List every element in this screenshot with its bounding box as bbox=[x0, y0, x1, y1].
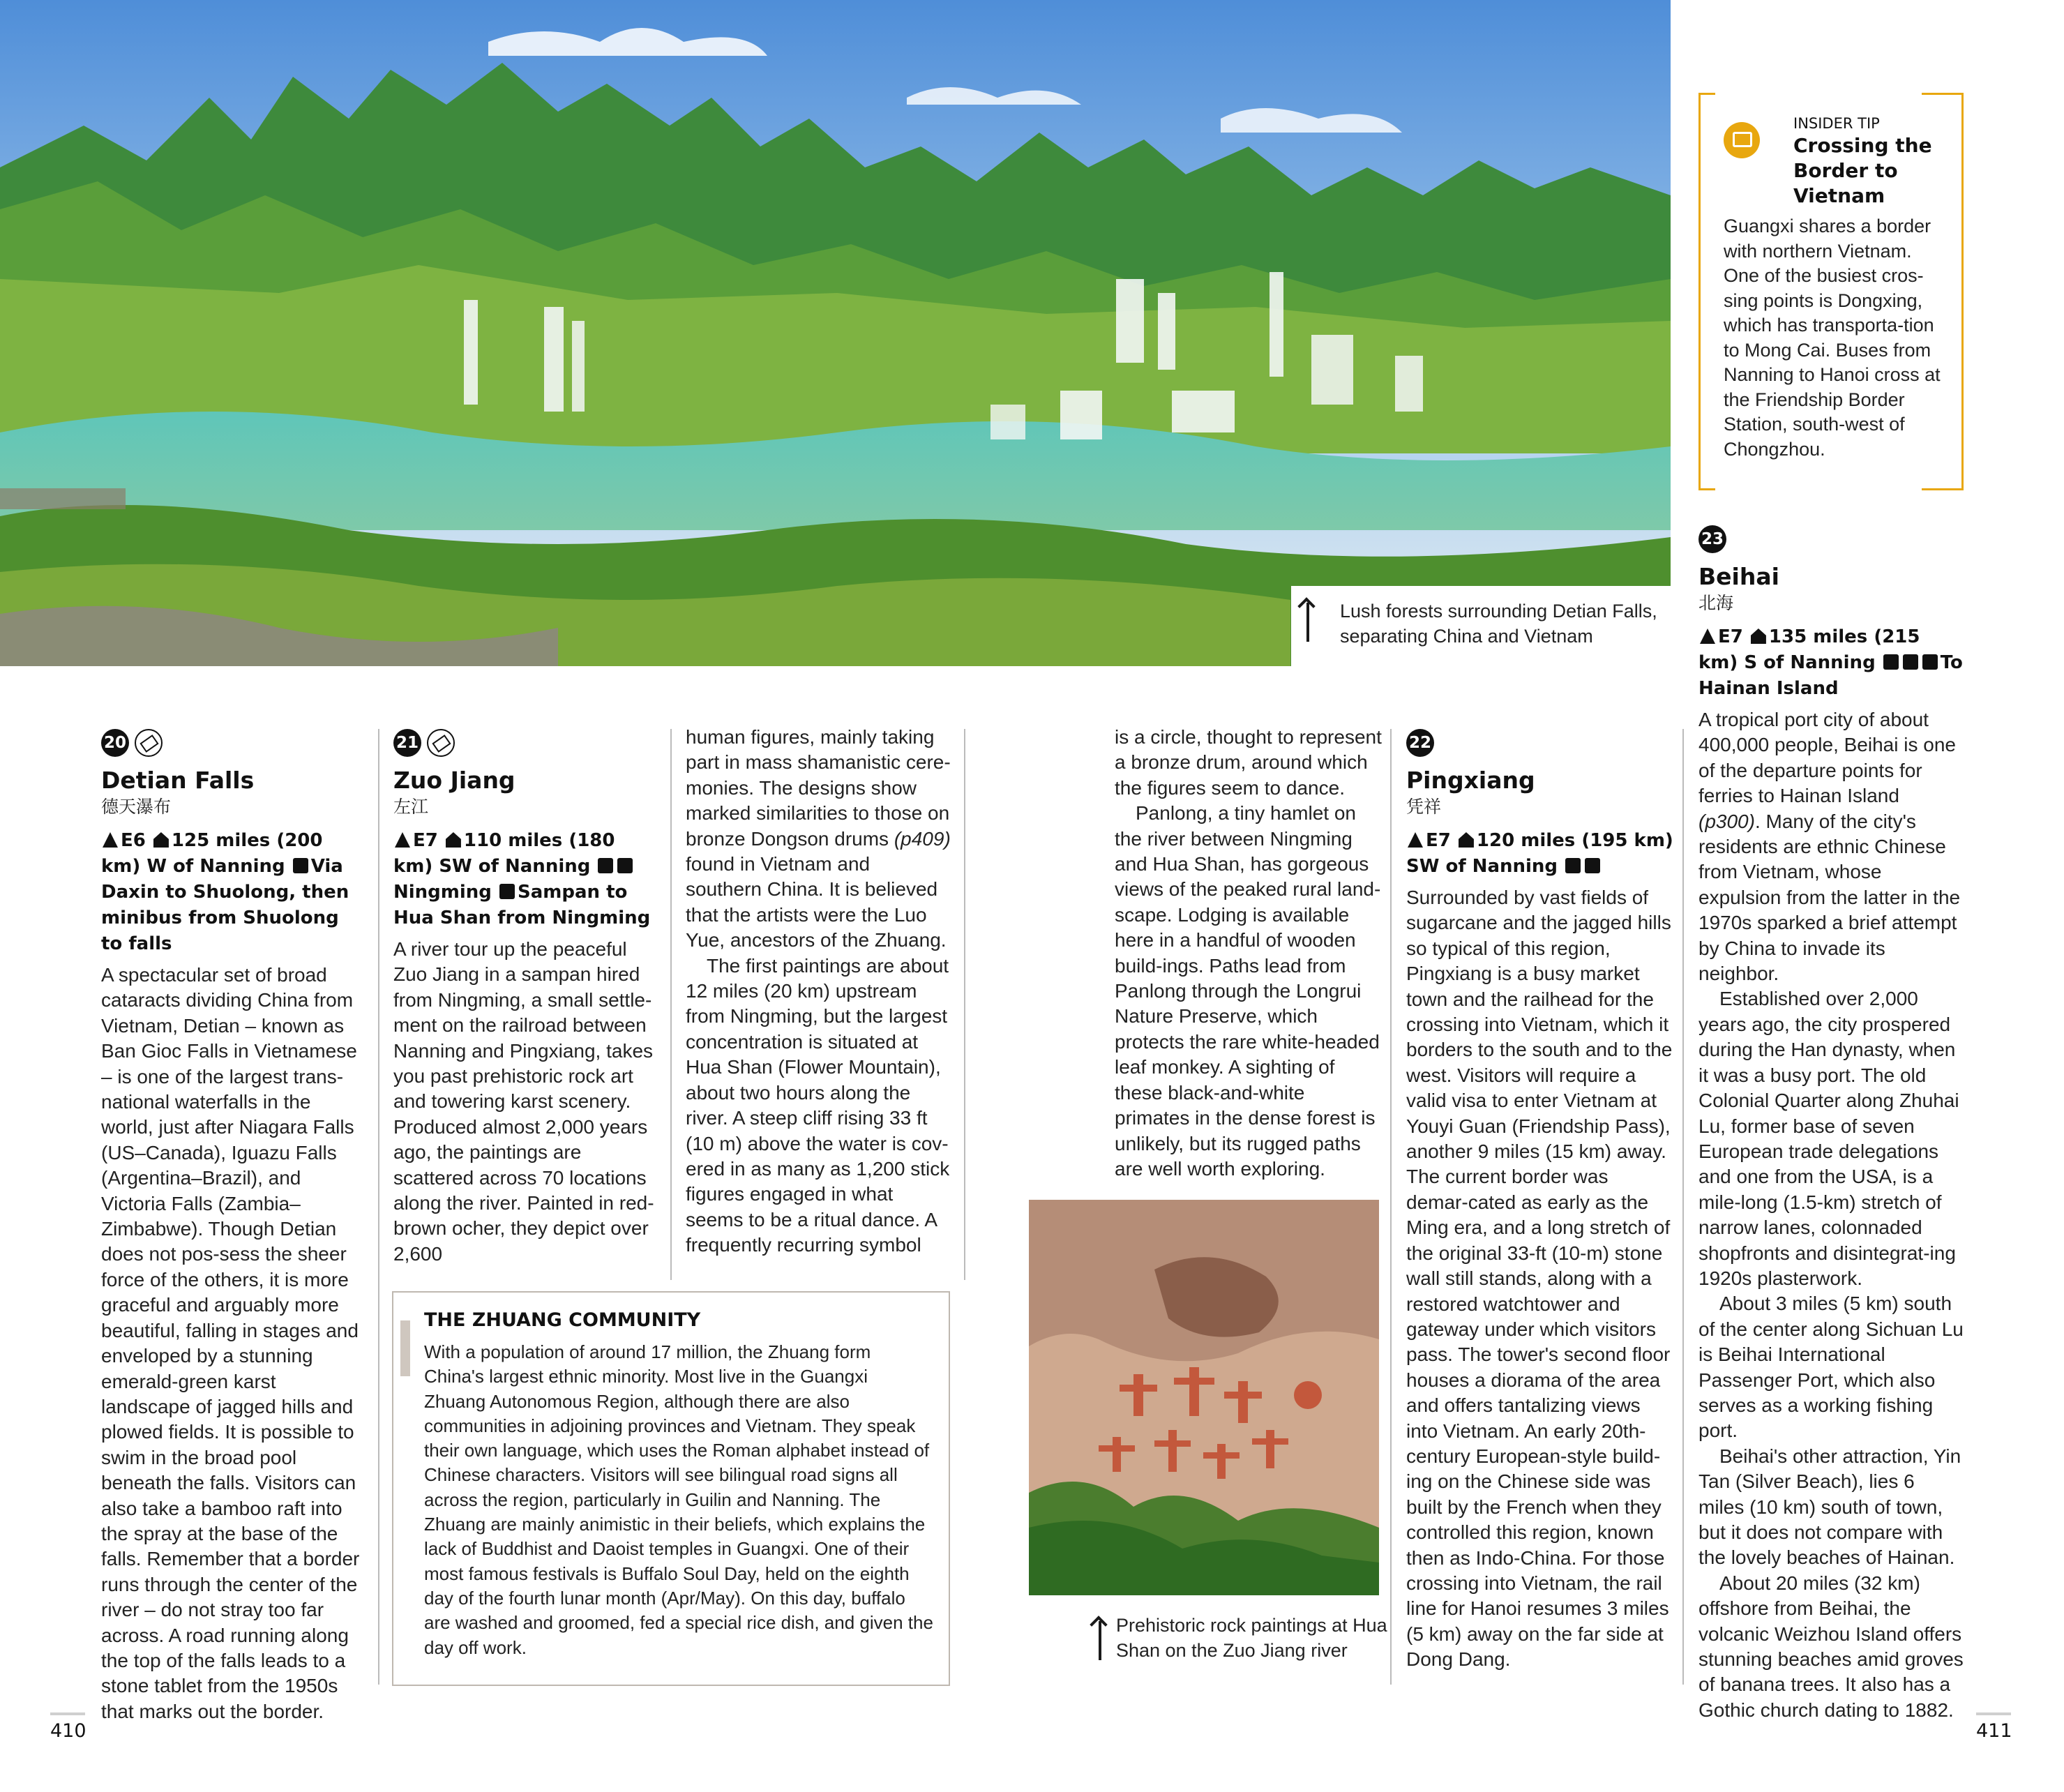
insider-tip-box bbox=[1698, 93, 1964, 490]
entry-pingxiang bbox=[1406, 729, 1675, 1673]
distance: 135 miles (215 km) S of Nanning bbox=[1698, 626, 1920, 673]
distance: 125 miles (200 km) W of Nanning bbox=[101, 830, 323, 877]
hero-caption bbox=[1291, 586, 1671, 666]
entry-body-paragraph: The first paintings are about 12 miles (20 km) upstream from Ningming, but the largest concentration is situated at Hua Shan (Flower Mountain), about two hours along the river. A steep cliff rising 33 ft (10 m) above the water is cov-ered in as many as 1,200 stick figures engaged in what seems to be a ritual dance. A frequently recurring symbol bbox=[686, 954, 950, 1256]
plane-icon bbox=[1883, 654, 1899, 670]
entry-body-continued: human figures, mainly taking part in mass shamanistic cere-monies. The designs show marked similarities to those on bronze Dongson drums (p409) found in Vietnam and southern China. It is believed that the artists were the Luo Yue, ancestors of the Zhuang. bbox=[686, 726, 951, 951]
map-ref-icon bbox=[103, 832, 118, 848]
entry-body-paragraph: Established over 2,000 years ago, the city prospered during the Han dynasty, when it was a busy port. The old Colonial Quarter along Zhuhai Lu, former base of seven European trade delegations and one from the USA, is a mile-long (1.5-km) stretch of narrow lanes, colonnaded shopfronts and disintegrat-ing 1920s plasterwork. bbox=[1698, 988, 1959, 1289]
entry-practical-info bbox=[1406, 828, 1675, 880]
entry-title: Beihai bbox=[1698, 563, 1779, 590]
page-tab-left bbox=[50, 1712, 85, 1715]
train-icon bbox=[598, 858, 613, 873]
column-divider bbox=[378, 729, 379, 1685]
entry-body-paragraph: A tropical port city of about 400,000 people, Beihai is one of the departure points for ferries to Hainan Island (p300). Many of the city's residents are ethnic Chinese from Vietnam, whose expulsion from the latter in the 1970s sparked a brief attempt by China to invade its neighbor. bbox=[1698, 709, 1961, 985]
entry-chinese-name: 德天瀑布 bbox=[101, 797, 172, 817]
hero-photo-detian-falls bbox=[0, 0, 1671, 666]
tip-body: Guangxi shares a border with northern Vietnam. One of the busiest cros-sing points is Dongxing, which has transporta-tion to Mong Cai. Buses from Nanning to Hanoi cross at the Friendship Border Station, south-west of Chongzhou. bbox=[1724, 216, 1941, 460]
entry-beihai bbox=[1698, 525, 1964, 1723]
feature-title: THE ZHUANG COMMUNITY bbox=[424, 1309, 701, 1331]
entry-title: Pingxiang bbox=[1406, 767, 1535, 794]
page-reference[interactable]: (p300) bbox=[1698, 810, 1755, 832]
entry-body: Surrounded by vast fields of sugarcane and the jagged hills so typical of this region, Pingxiang is a busy market town and the railhead for the crossing into Vietnam, which it borders to the south and to the west. Visitors will require a valid visa to enter Vietnam at Youyi Guan (Friendship Pass), another 9 miles (15 km) away. The current border was demar-cated as early as the Ming era, and a long stretch of the original 33-ft (10-m) stone wall still stands, along with a restored watchtower and gateway under which visitors pass. The tower's second floor houses a diorama of the area and offers tantalizing views into Vietnam. An early 20th-century European-style build-ing on the Chinese side was built by the French when they controlled this region, known then as Indo-China. For those crossing into Vietnam, the rail line for Hanoi resumes 3 miles (5 km) away on the far side at Dong Dang. bbox=[1406, 887, 1673, 1671]
entry-practical-info bbox=[393, 828, 658, 931]
transport: Via Daxin to Shuolong, then minibus from Shuolong to falls bbox=[101, 856, 349, 954]
distance: 120 miles (195 km) SW of Nanning bbox=[1406, 830, 1673, 877]
entry-chinese-name: 左江 bbox=[393, 797, 429, 817]
map-ref: E7 bbox=[1718, 626, 1743, 647]
tip-label: INSIDER TIP bbox=[1793, 115, 1880, 132]
entry-chinese-name: 凭祥 bbox=[1406, 797, 1442, 817]
bus-icon bbox=[617, 858, 633, 873]
map-ref-icon bbox=[1408, 832, 1423, 848]
entry-zuo-jiang bbox=[393, 729, 658, 1267]
entry-body: A spectacular set of broad cataracts dividing China from Vietnam, Detian – known as Ban Gioc Falls in Vietnamese – is one of the largest trans-national waterfalls in the world, just after Niagara Falls (US–Canada), Iguazu Falls (Argentina–Brazil), and Victoria Falls (Zambia–Zimbabwe). Though Detian does not pos-sess the sheer force of the others, it is more graceful and arguably more beautiful, falling in stages and enveloped by a stunning emerald-green karst landscape of jagged hills and plowed fields. It is possible to swim in the broad pool beneath the falls. Visitors can also take a bamboo raft into the spray at the base of the falls. Remember that a border runs through the center of the river – do not stray too far across. A road running along the top of the falls leads to a stone tablet from the 1950s that marks out the border. bbox=[101, 964, 360, 1722]
column-divider bbox=[964, 729, 965, 1280]
hero-caption-text: Lush forests surrounding Detian Falls, separating China and Vietnam bbox=[1340, 601, 1657, 647]
location-icon bbox=[1459, 832, 1474, 848]
arrow-up-icon bbox=[1306, 603, 1309, 642]
entry-title: Detian Falls bbox=[101, 767, 255, 794]
feature-box-zhuang-community bbox=[392, 1291, 950, 1686]
transport: To Hainan Island bbox=[1698, 652, 1963, 699]
entry-zuo-jiang-continued-2 bbox=[1115, 725, 1383, 1182]
column-divider bbox=[1390, 729, 1392, 1685]
entry-number-badge: 21 bbox=[393, 729, 421, 757]
entry-body: A river tour up the peaceful Zuo Jiang in a sampan hired from Ningming, a small settle-ment on the railroad between Nanning and Pingxiang, takes you past prehistoric rock art and towering karst scenery. Produced almost 2,000 years ago, the paintings are scattered across 70 locations along the river. Painted in red-brown ocher, they depict over 2,600 bbox=[393, 938, 654, 1265]
page-number-left: 410 bbox=[50, 1720, 86, 1742]
location-icon bbox=[1751, 628, 1766, 644]
entry-practical-info bbox=[1698, 624, 1964, 702]
entry-body-paragraph: About 20 miles (32 km) offshore from Beihai, the volcanic Weizhou Island offers stunning beaches amid groves of banana trees. It also has a Gothic church dating to 1882. bbox=[1698, 1572, 1964, 1721]
entry-number-badge: 22 bbox=[1406, 729, 1434, 757]
map-ref: E6 bbox=[121, 830, 146, 851]
train-icon bbox=[1565, 858, 1581, 873]
entry-number-badge: 20 bbox=[101, 729, 129, 757]
photo-rock-paintings bbox=[1029, 1200, 1379, 1595]
speech-bubble-icon bbox=[1724, 122, 1760, 158]
tip-frame-left bbox=[1698, 93, 1715, 490]
arrow-up-icon bbox=[1099, 1621, 1101, 1660]
bus-icon bbox=[293, 858, 308, 873]
feature-body: With a population of around 17 million, the Zhuang form China's largest ethnic minority. Most live in the Guangxi Zhuang Autonomous Region, although there are also communities in adjoining provinces and Vietnam. They speak their own language, which uses the Roman alphabet instead of Chinese characters. Visitors will see bilingual road signs all across the region, particularly in Guilin and Nanning. The Zhuang are mainly animistic in their beliefs, which explains the lack of Buddhist and Daoist temples in Guangxi. One of their most famous festivals is Buffalo Soul Day, held on the eighth day of the fourth lunar month (Apr/May). On this day, buffalo are washed and groomed, fed a special rice dish, and given the day off work. bbox=[424, 1341, 933, 1658]
distance: 110 miles (180 km) SW of Nanning bbox=[393, 830, 615, 877]
entry-body-continued: is a circle, thought to represent a bronze drum, around which the figures seem to dance. bbox=[1115, 726, 1382, 799]
entry-body-paragraph: About 3 miles (5 km) south of the center along Sichuan Lu is Beihai International Passenger Port, which also serves as a working fishing port. bbox=[1698, 1293, 1964, 1442]
transport: Ningming bbox=[393, 882, 492, 903]
page-reference[interactable]: (p409) bbox=[894, 827, 951, 850]
rock-caption bbox=[1116, 1613, 1395, 1663]
map-icon bbox=[135, 729, 163, 757]
column-divider bbox=[1682, 729, 1684, 1685]
entry-body-paragraph: Panlong, a tiny hamlet on the river between Ningming and Hua Shan, has gorgeous views of the peaked rural land-scape. Lodging is available here in a handful of wooden build-ings. Paths lead from Panlong through the Longrui Nature Preserve, which protects the rare white-headed leaf monkey. A sighting of these black-and-white primates in the dense forest is unlikely, but its rugged paths are well worth exploring. bbox=[1115, 802, 1381, 1180]
map-ref-icon bbox=[395, 832, 410, 848]
train-icon bbox=[1903, 654, 1918, 670]
rock-caption-text: Prehistoric rock paintings at Hua Shan on the Zuo Jiang river bbox=[1116, 1615, 1387, 1661]
feature-accent-bar bbox=[400, 1320, 410, 1376]
location-icon bbox=[153, 832, 169, 848]
entry-chinese-name: 北海 bbox=[1698, 593, 1734, 613]
entry-practical-info bbox=[101, 828, 363, 957]
bus-icon bbox=[1922, 654, 1938, 670]
tip-frame-right bbox=[1922, 93, 1964, 490]
map-ref: E7 bbox=[1426, 830, 1451, 851]
map-ref-icon bbox=[1700, 628, 1715, 644]
tip-title: Crossing the Border to Vietnam bbox=[1793, 134, 1932, 207]
map-icon bbox=[427, 729, 455, 757]
entry-detian-falls bbox=[101, 729, 363, 1724]
entry-body-paragraph: Beihai's other attraction, Yin Tan (Silver Beach), lies 6 miles (10 km) south of town, but it does not compare with the lovely beaches of Hainan. bbox=[1698, 1445, 1961, 1569]
transport: Sampan to Hua Shan from Ningming bbox=[393, 882, 651, 928]
map-ref: E7 bbox=[413, 830, 438, 851]
entry-title: Zuo Jiang bbox=[393, 767, 515, 794]
entry-zuo-jiang-continued bbox=[686, 725, 951, 1258]
location-icon bbox=[446, 832, 461, 848]
bus-icon bbox=[1585, 858, 1600, 873]
entry-number-badge: 23 bbox=[1698, 525, 1726, 553]
page-number-right: 411 bbox=[1976, 1720, 2012, 1742]
page-tab-right bbox=[1976, 1712, 2011, 1715]
boat-icon bbox=[499, 884, 515, 899]
column-divider bbox=[670, 729, 672, 1280]
